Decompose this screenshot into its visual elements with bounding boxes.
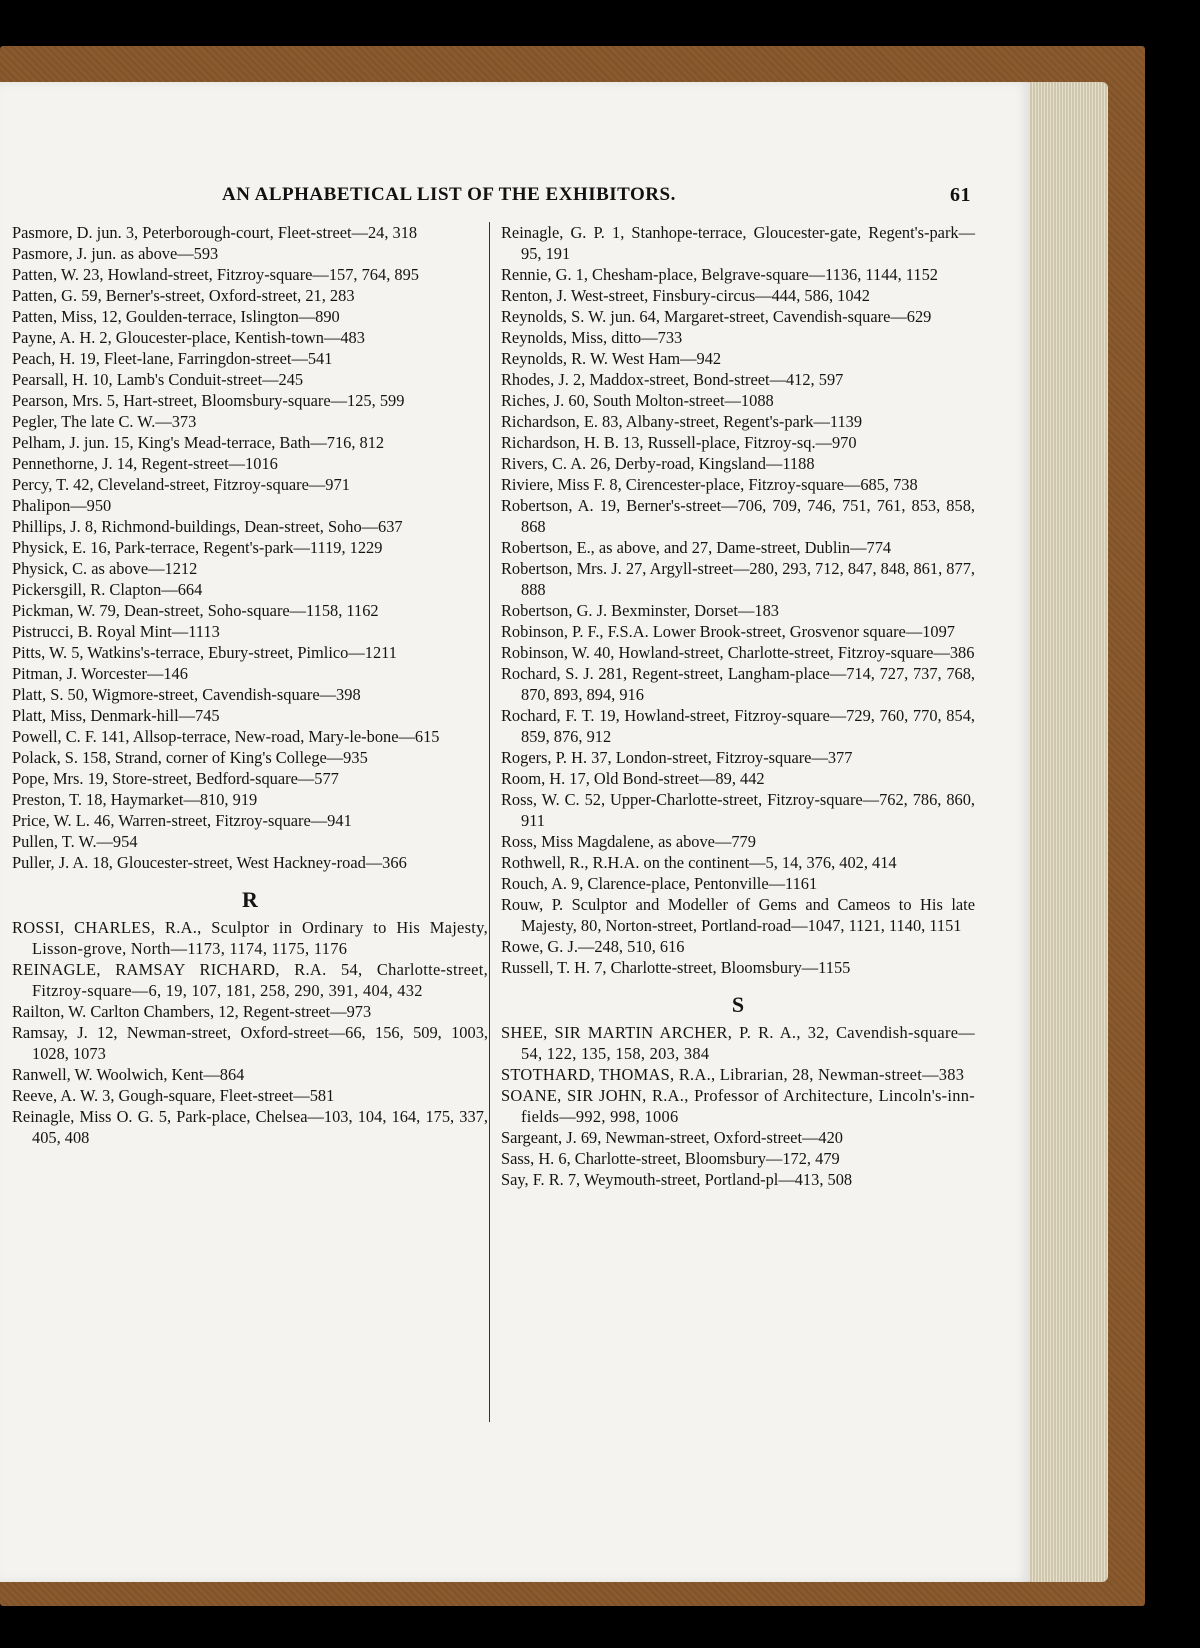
exhibitor-entry: Phillips, J. 8, Richmond-buildings, Dean-street, Soho—637: [12, 517, 403, 536]
right-column: [501, 222, 975, 1190]
exhibitor-entry: Pennethorne, J. 14, Regent-street—1016: [12, 454, 278, 473]
exhibitor-entry: Patten, G. 59, Berner's-street, Oxford-street, 21, 283: [12, 286, 355, 305]
exhibitor-entry: Pullen, T. W.—954: [12, 832, 138, 851]
exhibitor-entry: Reynolds, R. W. West Ham—942: [501, 349, 722, 368]
section-letter-r: R: [242, 887, 258, 912]
right-entries-after: [501, 1022, 975, 1190]
exhibitor-entry: Ross, Miss Magdalene, as above—779: [501, 832, 756, 851]
exhibitor-entry: Physick, E. 16, Park-terrace, Regent's-park—1119, 1229: [12, 538, 383, 557]
exhibitor-entry: Riviere, Miss F. 8, Cirencester-place, Fitzroy-square—685, 738: [501, 475, 918, 494]
exhibitor-entry: Platt, S. 50, Wigmore-street, Cavendish-square—398: [12, 685, 361, 704]
exhibitor-entry: Rogers, P. H. 37, London-street, Fitzroy-square—377: [501, 748, 853, 767]
exhibitor-entry: Ramsay, J. 12, Newman-street, Oxford-street—66, 156, 509, 1003, 1028, 1073: [12, 1023, 488, 1063]
exhibitor-entry: Pickman, W. 79, Dean-street, Soho-square—1158, 1162: [12, 601, 379, 620]
exhibitor-entry: Phalipon—950: [12, 496, 112, 515]
exhibitor-entry: Physick, C. as above—1212: [12, 559, 198, 578]
exhibitor-entry: SOANE, SIR JOHN, R.A., Professor of Architecture, Lincoln's-inn-fields—992, 998, 1006: [501, 1086, 975, 1126]
exhibitor-entry: Robertson, A. 19, Berner's-street—706, 709, 746, 751, 761, 853, 858, 868: [501, 496, 975, 536]
running-title: AN ALPHABETICAL LIST OF THE EXHIBITORS.: [222, 184, 676, 205]
exhibitor-entry: Pitts, W. 5, Watkins's-terrace, Ebury-street, Pimlico—1211: [12, 643, 397, 662]
exhibitor-entry: Rivers, C. A. 26, Derby-road, Kingsland—1188: [501, 454, 815, 473]
exhibitor-entry: Rochard, S. J. 281, Regent-street, Langham-place—714, 727, 737, 768, 870, 893, 894, 916: [501, 664, 975, 704]
exhibitor-entry: Patten, W. 23, Howland-street, Fitzroy-square—157, 764, 895: [12, 265, 419, 284]
exhibitor-entry: Rochard, F. T. 19, Howland-street, Fitzroy-square—729, 760, 770, 854, 859, 876, 912: [501, 706, 975, 746]
right-entries-before: [501, 222, 975, 978]
exhibitor-entry: Reinagle, G. P. 1, Stanhope-terrace, Gloucester-gate, Regent's-park—95, 191: [501, 223, 975, 263]
left-column: [12, 222, 488, 1148]
exhibitor-entry: Riches, J. 60, South Molton-street—1088: [501, 391, 774, 410]
exhibitor-entry: Puller, J. A. 18, Gloucester-street, West Hackney-road—366: [12, 853, 407, 872]
exhibitor-entry: Russell, T. H. 7, Charlotte-street, Bloomsbury—1155: [501, 958, 851, 977]
exhibitor-entry: Patten, Miss, 12, Goulden-terrace, Islington—890: [12, 307, 340, 326]
exhibitor-entry: Pearson, Mrs. 5, Hart-street, Bloomsbury-square—125, 599: [12, 391, 405, 410]
exhibitor-entry: Rennie, G. 1, Chesham-place, Belgrave-square—1136, 1144, 1152: [501, 265, 938, 284]
exhibitor-entry: Renton, J. West-street, Finsbury-circus—444, 586, 1042: [501, 286, 870, 305]
exhibitor-entry: Percy, T. 42, Cleveland-street, Fitzroy-square—971: [12, 475, 350, 494]
exhibitor-entry: Sargeant, J. 69, Newman-street, Oxford-street—420: [501, 1128, 843, 1147]
exhibitor-entry: Richardson, H. B. 13, Russell-place, Fitzroy-sq.—970: [501, 433, 857, 452]
exhibitor-entry: Ross, W. C. 52, Upper-Charlotte-street, Fitzroy-square—762, 786, 860, 911: [501, 790, 975, 830]
exhibitor-entry: Polack, S. 158, Strand, corner of King's College—935: [12, 748, 368, 767]
exhibitor-entry: Robertson, E., as above, and 27, Dame-street, Dublin—774: [501, 538, 892, 557]
exhibitor-entry: Pelham, J. jun. 15, King's Mead-terrace, Bath—716, 812: [12, 433, 385, 452]
exhibitor-entry: Pegler, The late C. W.—373: [12, 412, 197, 431]
exhibitor-entry: Robinson, P. F., F.S.A. Lower Brook-street, Grosvenor square—1097: [501, 622, 956, 641]
exhibitor-entry: Pope, Mrs. 19, Store-street, Bedford-square—577: [12, 769, 339, 788]
left-entries-before: [12, 222, 488, 873]
exhibitor-entry: Peach, H. 19, Fleet-lane, Farringdon-street—541: [12, 349, 333, 368]
exhibitor-entry: Say, F. R. 7, Weymouth-street, Portland-pl—413, 508: [501, 1170, 853, 1189]
exhibitor-entry: Reynolds, S. W. jun. 64, Margaret-street, Cavendish-square—629: [501, 307, 932, 326]
exhibitor-entry: Price, W. L. 46, Warren-street, Fitzroy-square—941: [12, 811, 352, 830]
exhibitor-entry: Robinson, W. 40, Howland-street, Charlotte-street, Fitzroy-square—386: [501, 643, 975, 662]
exhibitor-entry: Rowe, G. J.—248, 510, 616: [501, 937, 685, 956]
exhibitor-entry: Sass, H. 6, Charlotte-street, Bloomsbury—172, 479: [501, 1149, 840, 1168]
exhibitor-entry: Reinagle, Miss O. G. 5, Park-place, Chelsea—103, 104, 164, 175, 337, 405, 408: [12, 1107, 488, 1147]
exhibitor-entry: Rhodes, J. 2, Maddox-street, Bond-street—412, 597: [501, 370, 844, 389]
exhibitor-entry: Pistrucci, B. Royal Mint—1113: [12, 622, 220, 641]
exhibitor-entry: Robertson, Mrs. J. 27, Argyll-street—280, 293, 712, 847, 848, 861, 877, 888: [501, 559, 975, 599]
left-entries-after: [12, 917, 488, 1148]
exhibitor-entry: Richardson, E. 83, Albany-street, Regent's-park—1139: [501, 412, 863, 431]
page-number: 61: [950, 184, 971, 206]
exhibitor-entry: Pasmore, J. jun. as above—593: [12, 244, 219, 263]
exhibitor-entry: Room, H. 17, Old Bond-street—89, 442: [501, 769, 765, 788]
exhibitor-entry: Powell, C. F. 141, Allsop-terrace, New-road, Mary-le-bone—615: [12, 727, 440, 746]
exhibitor-entry: Platt, Miss, Denmark-hill—745: [12, 706, 220, 725]
exhibitor-entry: Pitman, J. Worcester—146: [12, 664, 188, 683]
exhibitor-entry: Rothwell, R., R.H.A. on the continent—5, 14, 376, 402, 414: [501, 853, 897, 872]
exhibitor-entry: Railton, W. Carlton Chambers, 12, Regent-street—973: [12, 1002, 372, 1021]
exhibitor-entry: SHEE, SIR MARTIN ARCHER, P. R. A., 32, Cavendish-square—54, 122, 135, 158, 203, 384: [501, 1023, 975, 1063]
exhibitor-entry: Reeve, A. W. 3, Gough-square, Fleet-street—581: [12, 1086, 335, 1105]
exhibitor-entry: ROSSI, CHARLES, R.A., Sculptor in Ordinary to His Majesty, Lisson-grove, North—1173, 1174, 1175, 1176: [12, 918, 488, 958]
exhibitor-entry: Reynolds, Miss, ditto—733: [501, 328, 683, 347]
exhibitor-entry: Ranwell, W. Woolwich, Kent—864: [12, 1065, 245, 1084]
section-letter-s: S: [731, 992, 745, 1017]
exhibitor-entry: STOTHARD, THOMAS, R.A., Librarian, 28, Newman-street—383: [501, 1065, 965, 1084]
exhibitor-entry: REINAGLE, RAMSAY RICHARD, R.A. 54, Charlotte-street, Fitzroy-square—6, 19, 107, 181, 258, 290, 391, 404, 432: [12, 960, 488, 1000]
exhibitor-entry: Payne, A. H. 2, Gloucester-place, Kentish-town—483: [12, 328, 365, 347]
column-divider: [489, 222, 490, 1422]
exhibitor-entry: Preston, T. 18, Haymarket—810, 919: [12, 790, 258, 809]
exhibitor-entry: Rouw, P. Sculptor and Modeller of Gems and Cameos to His late Majesty, 80, Norton-street, Portland-road—1047, 1121, 1140, 1151: [501, 895, 975, 935]
exhibitor-entry: Robertson, G. J. Bexminster, Dorset—183: [501, 601, 779, 620]
exhibitor-entry: Pickersgill, R. Clapton—664: [12, 580, 203, 599]
exhibitor-entry: Rouch, A. 9, Clarence-place, Pentonville—1161: [501, 874, 818, 893]
exhibitor-entry: Pearsall, H. 10, Lamb's Conduit-street—245: [12, 370, 304, 389]
exhibitor-entry: Pasmore, D. jun. 3, Peterborough-court, Fleet-street—24, 318: [12, 223, 418, 242]
